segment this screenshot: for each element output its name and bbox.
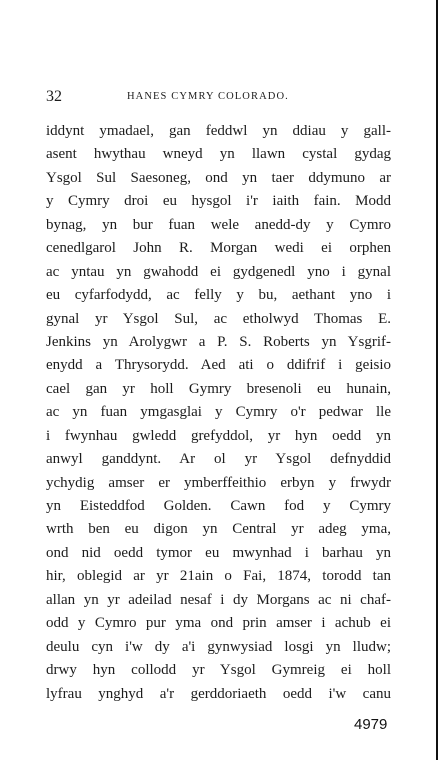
- text-line: i fwynhau gwledd grefyddol, yr hyn oedd yn: [46, 427, 391, 444]
- text-line: eu cyfarfodydd, ac felly y bu, aethant yno i: [46, 287, 391, 304]
- text-line: drwy hyn collodd yr Ysgol Gymreig ei holl: [46, 662, 391, 679]
- text-line: gynal yr Ysgol Sul, ac etholwyd Thomas E.: [46, 310, 391, 327]
- page-number: 32: [46, 88, 62, 105]
- catalog-number: 4979: [354, 716, 388, 733]
- text-line: asent hwythau wneyd yn llawn cystal gydag: [46, 146, 391, 163]
- text-line: wrth ben eu digon yn Central yr adeg yma,: [46, 521, 391, 538]
- text-line: Ysgol Sul Saesoneg, ond yn taer ddymuno ar: [46, 169, 391, 186]
- text-line: cael gan yr holl Gymry bresenoli eu hunain,: [46, 380, 391, 397]
- text-line: y Cymry droi eu hysgol i'r iaith fain. Modd: [46, 193, 391, 210]
- text-line: deulu cyn i'w dy a'i gynwysiad losgi yn lludw;: [46, 638, 391, 655]
- text-line: ond nid oedd tymor eu mwynhad i barhau yn: [46, 544, 391, 561]
- text-line: bynag, yn bur fuan wele anedd-dy y Cymro: [46, 216, 391, 233]
- text-line: lyfrau ynghyd a'r gerddoriaeth oedd i'w canu: [46, 685, 391, 702]
- text-line: iddynt ymadael, gan feddwl yn ddiau y gall-: [46, 123, 391, 139]
- text-line: allan yn yr adeilad nesaf i dy Morgans ac ni chaf-: [46, 591, 391, 608]
- text-line: anwyl ganddynt. Ar ol yr Ysgol defnyddid: [46, 451, 391, 468]
- text-line: enydd a Thrysorydd. Aed ati o ddifrif i geisio: [46, 357, 391, 374]
- text-line: yn Eisteddfod Golden. Cawn fod y Cymry: [46, 498, 391, 514]
- text-line: ychydig amser er ymberffeithio erbyn y frwydr: [46, 474, 391, 491]
- text-line: Jenkins yn Arolygwr a P. S. Roberts yn Ysgrif-: [46, 333, 391, 350]
- text-line: ac yntau yn gwahodd ei gydgenedl yno i gynal: [46, 263, 391, 280]
- running-head: HANES CYMRY COLORADO.: [127, 91, 289, 102]
- text-line: odd y Cymro pur yma ond prin amser i achub ei: [46, 615, 391, 632]
- text-line: cenedlgarol John R. Morgan wedi ei orphen: [46, 240, 391, 257]
- body-text: [46, 120, 391, 706]
- text-line: hir, oblegid ar yr 21ain o Fai, 1874, torodd tan: [46, 568, 391, 585]
- text-line: ac yn fuan ymgasglai y Cymry o'r pedwar lle: [46, 404, 391, 421]
